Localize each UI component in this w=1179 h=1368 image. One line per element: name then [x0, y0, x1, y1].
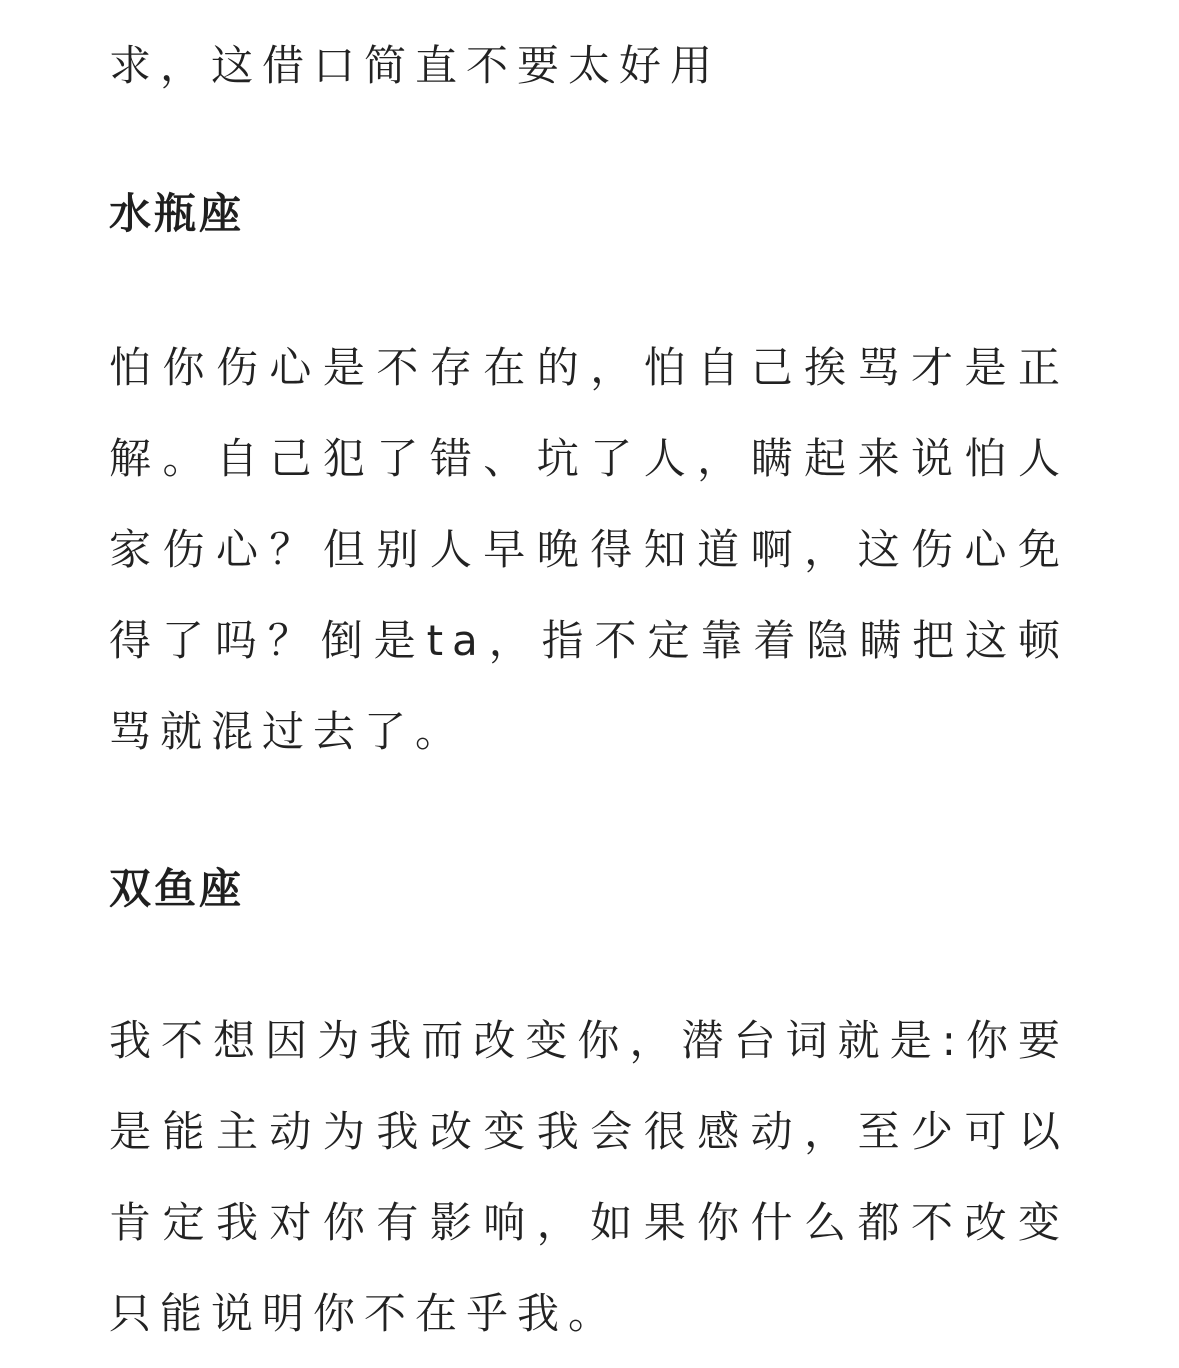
paragraph-pisces: 我不想因为我而改变你，潜台词就是:你要是能主动为我改变我会很感动，至少可以肯定我对你有影响，如果你什么都不改变只能说明你不在乎我。 [109, 1016, 1069, 1338]
paragraph-aquarius: 怕你伤心是不存在的，怕自己挨骂才是正解。自己犯了错、坑了人，瞒起来说怕人家伤心？但别人早晚得知道啊，这伤心免得了吗？倒是ta，指不定靠着隐瞒把这顿骂就混过去了。 [109, 343, 1069, 756]
paragraph-intro-tail: 求，这借口简直不要太好用 [109, 41, 722, 90]
section-heading-pisces: 双鱼座 [109, 864, 245, 913]
section-heading-aquarius: 水瓶座 [109, 189, 245, 238]
